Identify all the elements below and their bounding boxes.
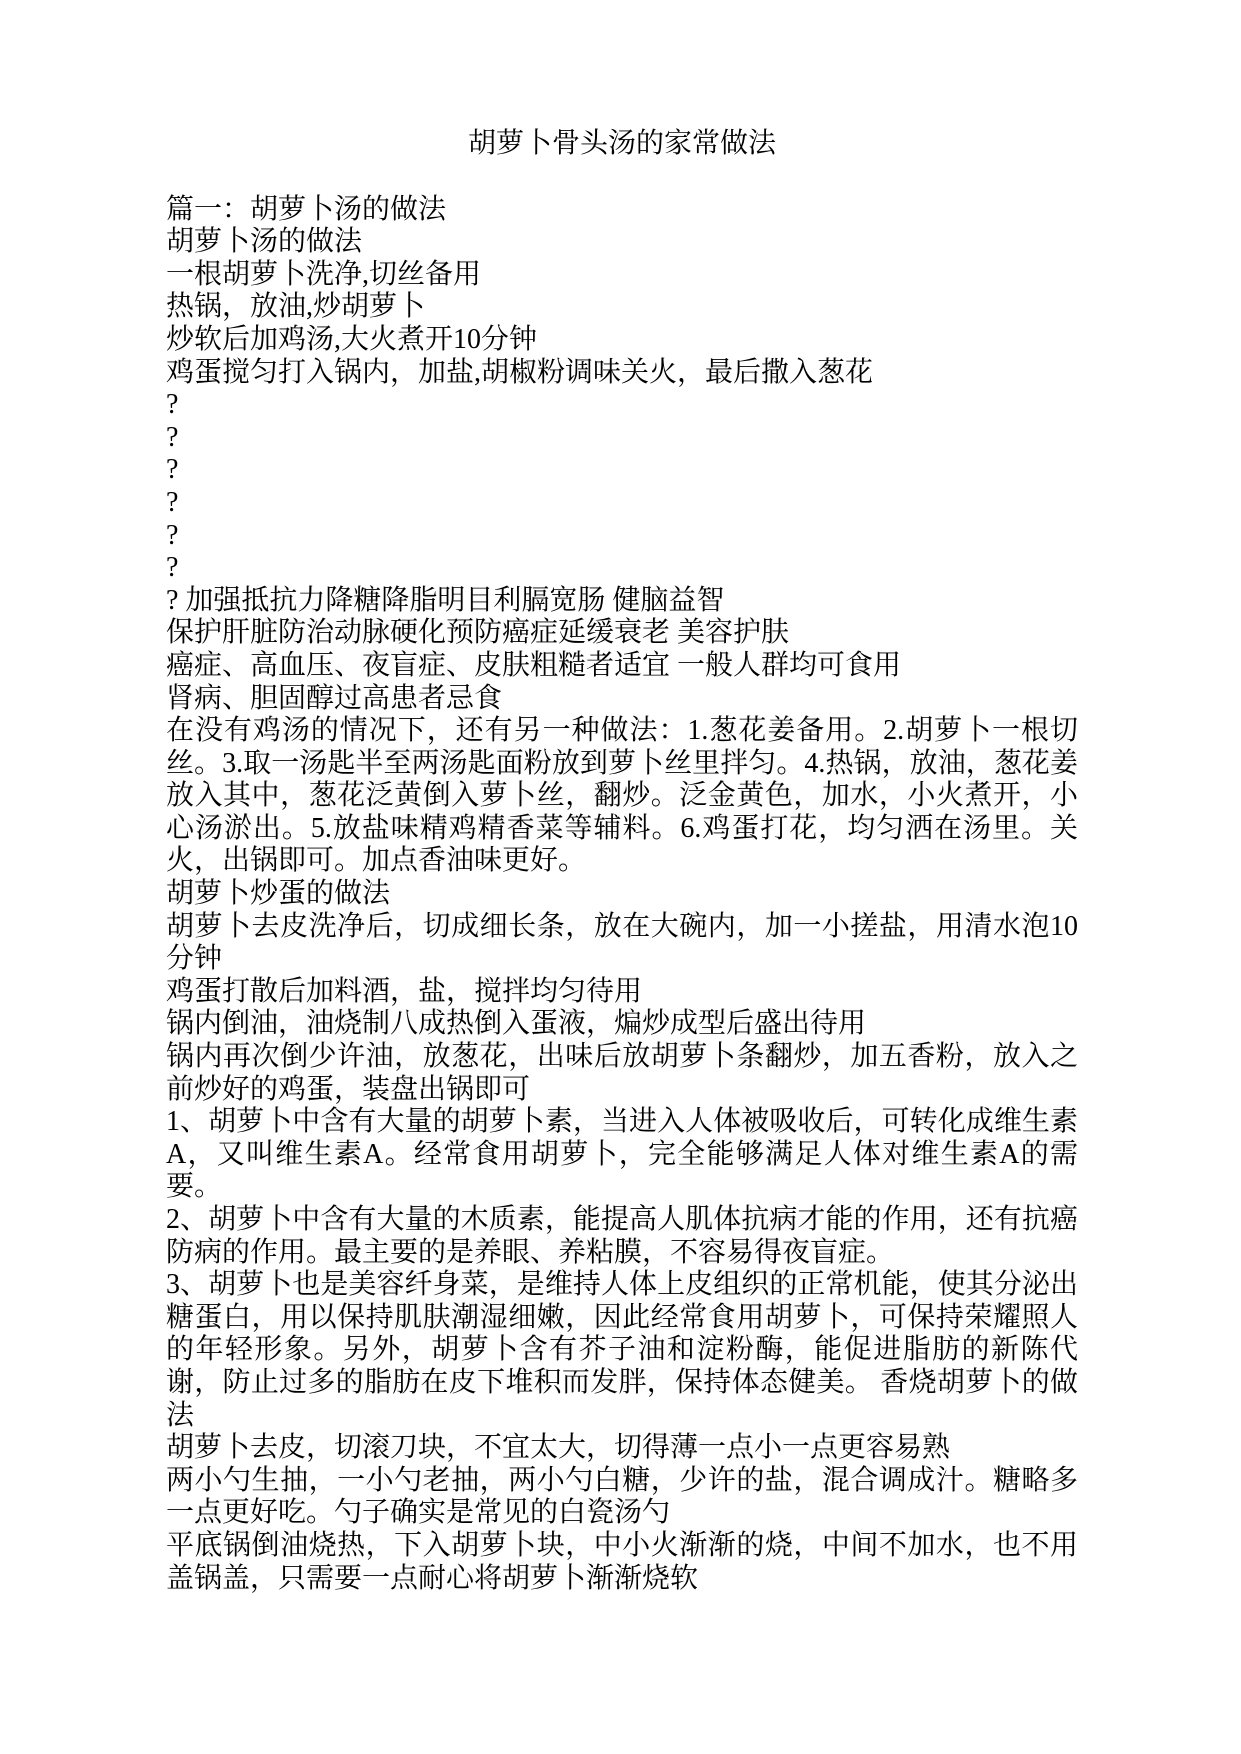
paragraph: 2、胡萝卜中含有大量的木质素，能提高人肌体抗病才能的作用，还有抗癌防病的作用。最主要的是养眼、养粘膜，不容易得夜盲症。 xyxy=(166,1204,1078,1268)
paragraph: 胡萝卜炒蛋的做法 xyxy=(166,878,391,910)
paragraph: ? xyxy=(166,421,179,453)
paragraph: ? xyxy=(166,454,179,486)
paragraph: 胡萝卜去皮，切滚刀块，不宜太大，切得薄一点小一点更容易熟 xyxy=(166,1432,951,1464)
paragraph: 肾病、胆固醇过高患者忌食 xyxy=(166,682,503,714)
paragraph: 保护肝脏防治动脉硬化预防癌症延缓衰老 美容护肤 xyxy=(166,617,790,649)
paragraph: 两小勺生抽，一小勺老抽，两小勺白糖，少许的盐，混合调成汁。糖略多一点更好吃。勺子确实是常见的白瓷汤勺 xyxy=(166,1464,1078,1529)
paragraph: ? xyxy=(166,486,179,518)
paragraph: 3、胡萝卜也是美容纤身菜，是维持人体上皮组织的正常机能，使其分泌出糖蛋白，用以保持肌肤潮湿细嫩，因此经常食用胡萝卜，可保持荣耀照人的年轻形象。另外，胡萝卜含有芥子油和淀粉酶，能促进脂肪的新陈代谢，防止过多的脂肪在皮下堆积而发胖，保持体态健美。 香烧胡萝卜的做法 xyxy=(166,1269,1078,1431)
paragraph: ? 加强抵抗力降糖降脂明目利膈宽肠 健脑益智 xyxy=(166,584,725,616)
paragraph: 癌症、高血压、夜盲症、皮肤粗糙者适宜 一般人群均可食用 xyxy=(166,649,902,681)
paragraph: 胡萝卜去皮洗净后，切成细长条，放在大碗内，加一小搓盐，用清水泡10分钟 xyxy=(166,910,1078,975)
paragraph: ? xyxy=(166,552,179,584)
paragraph: 篇一：胡萝卜汤的做法 xyxy=(166,193,447,225)
document-body xyxy=(166,194,1078,1596)
document-content xyxy=(166,0,1078,1595)
document-title: 胡萝卜骨头汤的家常做法 xyxy=(467,128,776,159)
paragraph: 胡萝卜汤的做法 xyxy=(166,226,363,258)
paragraph: 鸡蛋打散后加料酒，盐，搅拌均匀待用 xyxy=(166,975,643,1007)
paragraph: 1、胡萝卜中含有大量的胡萝卜素，当进入人体被吸收后，可转化成维生素A，又叫维生素A。经常食用胡萝卜，完全能够满足人体对维生素A的需要。 xyxy=(166,1106,1078,1203)
paragraph: 热锅，放油,炒胡萝卜 xyxy=(166,291,426,323)
paragraph: 一根胡萝卜洗净,切丝备用 xyxy=(166,258,482,290)
paragraph: ? xyxy=(166,389,179,421)
paragraph: 鸡蛋搅匀打入锅内，加盐,胡椒粉调味关火，最后撒入葱花 xyxy=(166,356,874,388)
paragraph: 锅内再次倒少许油，放葱花，出味后放胡萝卜条翻炒，加五香粉，放入之前炒好的鸡蛋，装盘出锅即可 xyxy=(166,1041,1078,1105)
paragraph: 在没有鸡汤的情况下，还有另一种做法：1.葱花姜备用。2.胡萝卜一根切丝。3.取一汤匙半至两汤匙面粉放到萝卜丝里拌匀。4.热锅，放油，葱花姜放入其中，葱花泛黄倒入萝卜丝，翻炒。泛金黄色，加水，小火煮开，小心汤淤出。5.放盐味精鸡精香菜等辅料。6.鸡蛋打花，均匀洒在汤里。关火，出锅即可。加点香油味更好。 xyxy=(166,715,1078,877)
paragraph: 锅内倒油，油烧制八成热倒入蛋液，煸炒成型后盛出待用 xyxy=(166,1008,867,1040)
paragraph: 炒软后加鸡汤,大火煮开10分钟 xyxy=(166,323,538,355)
paragraph: 平底锅倒油烧热，下入胡萝卜块，中小火渐渐的烧，中间不加水，也不用盖锅盖，只需要一点耐心将胡萝卜渐渐烧软 xyxy=(166,1529,1078,1594)
paragraph: ? xyxy=(166,519,179,551)
